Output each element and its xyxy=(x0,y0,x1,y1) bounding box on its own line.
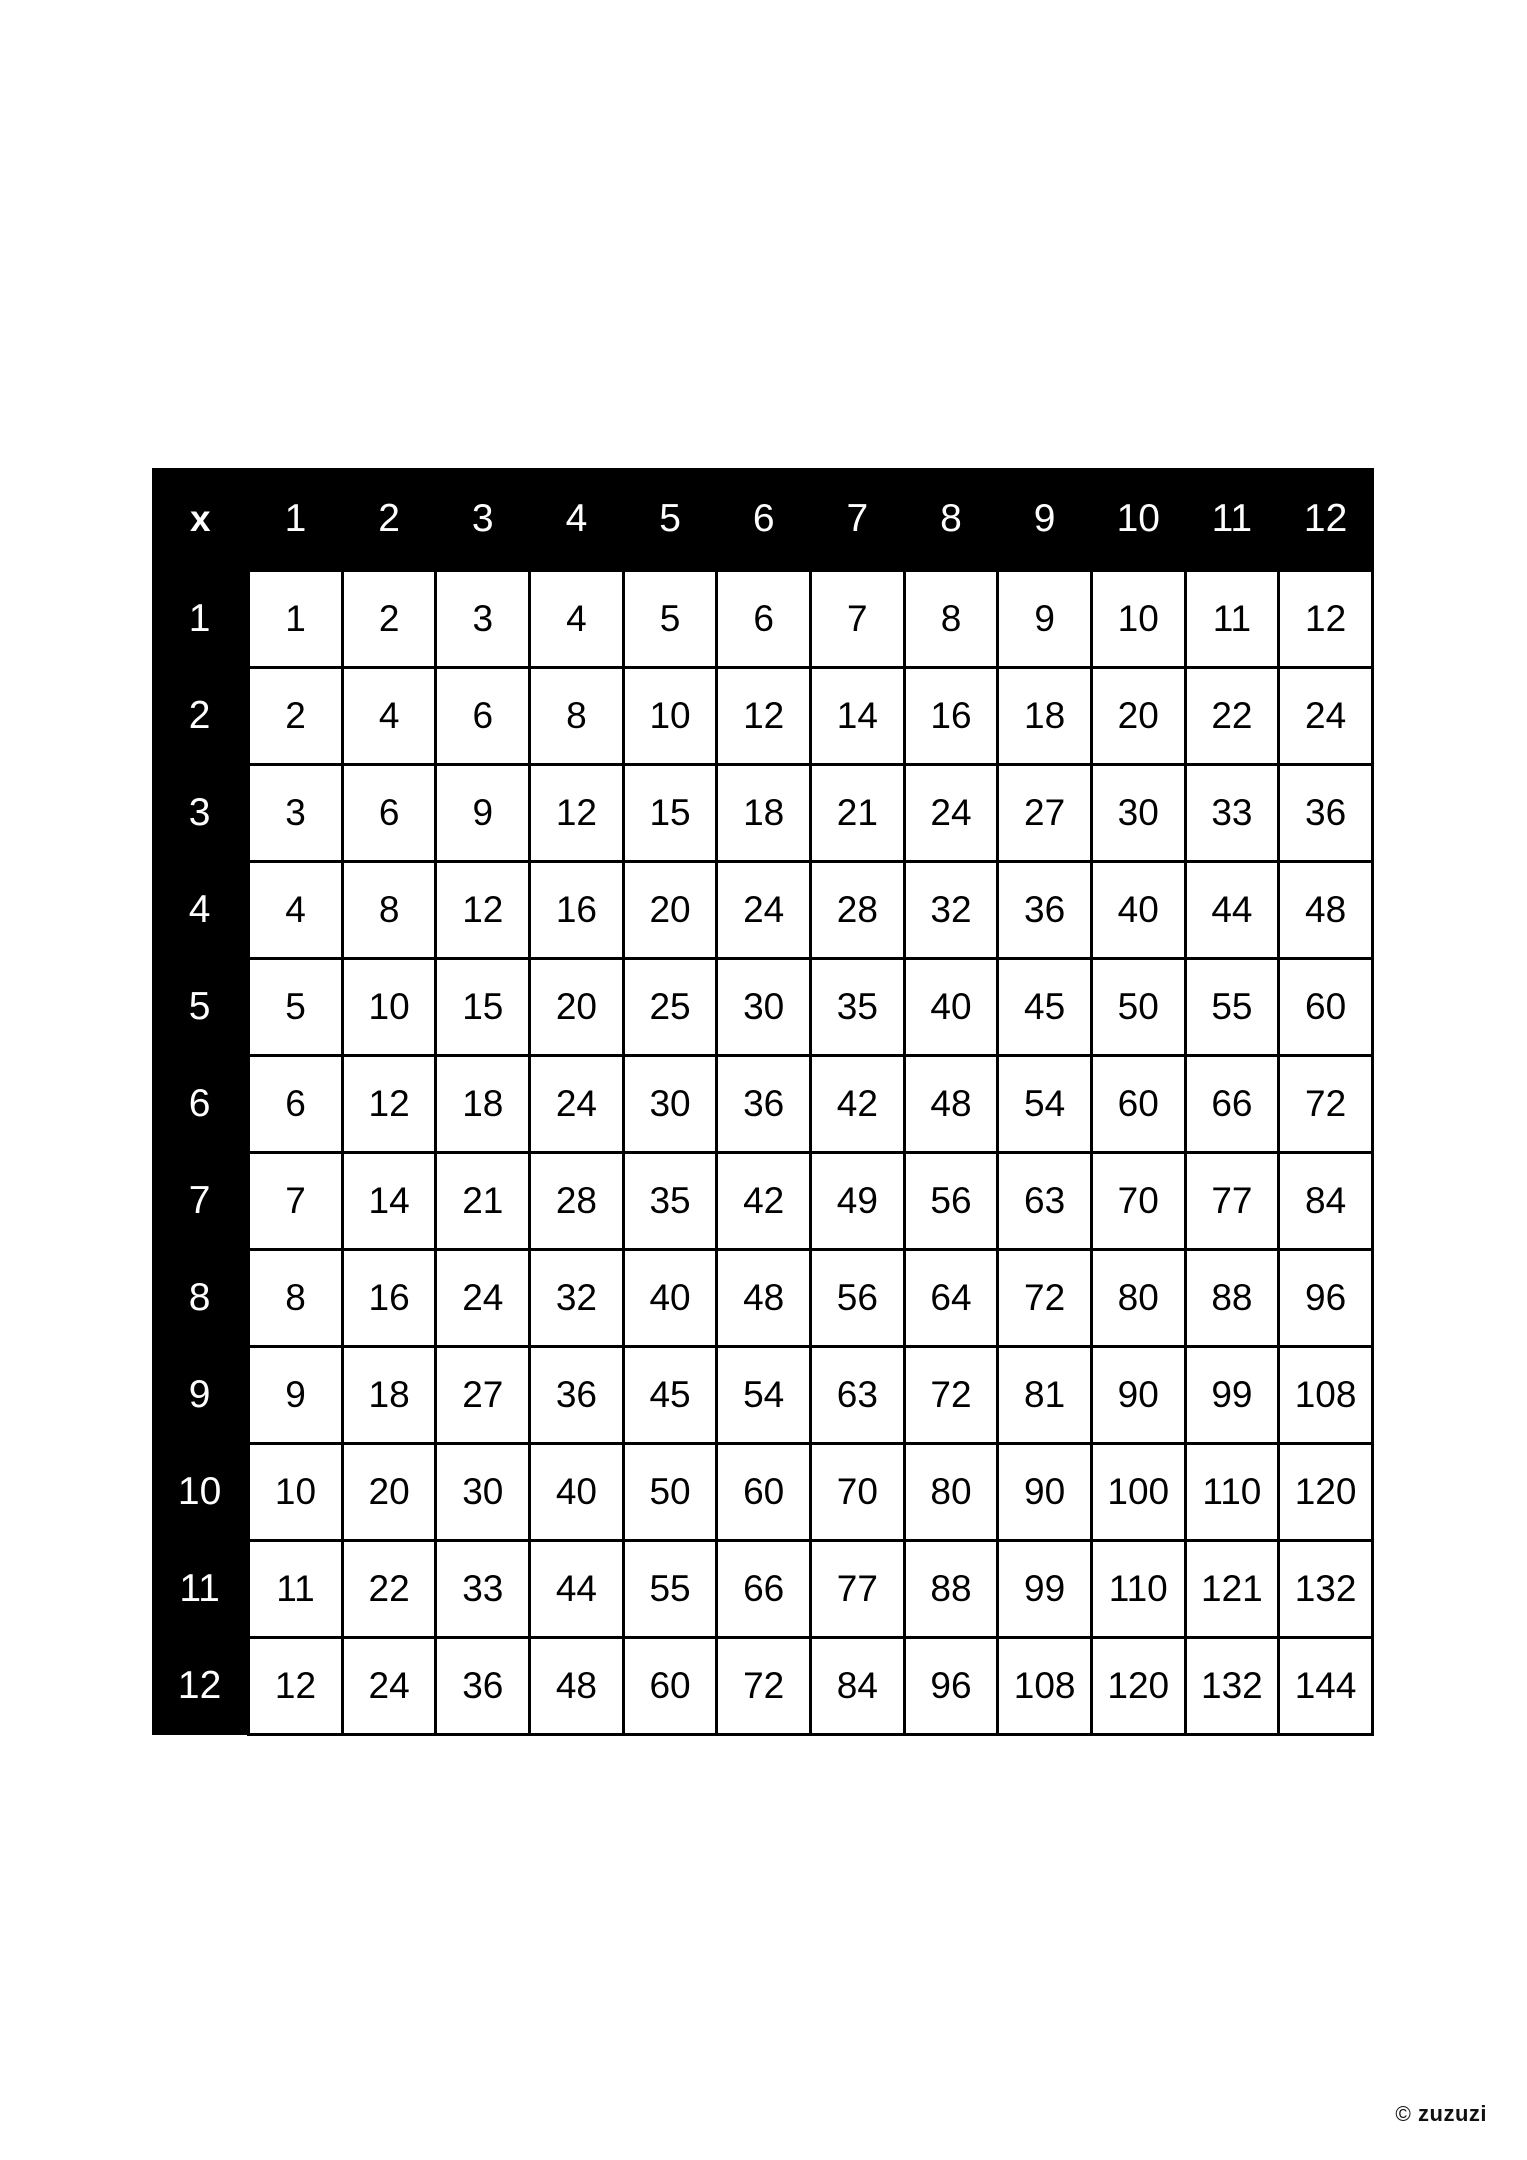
table-cell: 18 xyxy=(342,1347,436,1444)
table-cell: 132 xyxy=(1279,1541,1373,1638)
table-cell: 55 xyxy=(623,1541,717,1638)
table-cell: 18 xyxy=(436,1056,530,1153)
table-cell: 24 xyxy=(717,862,811,959)
table-cell: 48 xyxy=(904,1056,998,1153)
table-cell: 48 xyxy=(1279,862,1373,959)
table-cell: 3 xyxy=(436,571,530,668)
table-cell: 72 xyxy=(1279,1056,1373,1153)
table-cell: 36 xyxy=(530,1347,624,1444)
table-cell: 11 xyxy=(1185,571,1279,668)
table-cell: 12 xyxy=(1279,571,1373,668)
table-cell: 30 xyxy=(717,959,811,1056)
multiplication-table xyxy=(152,468,1374,1736)
table-cell: 4 xyxy=(530,571,624,668)
table-cell: 28 xyxy=(811,862,905,959)
table-cell: 22 xyxy=(1185,668,1279,765)
table-cell: 45 xyxy=(998,959,1092,1056)
table-cell: 2 xyxy=(249,668,343,765)
table-cell: 48 xyxy=(717,1250,811,1347)
table-row xyxy=(152,1638,1373,1735)
table-cell: 18 xyxy=(998,668,1092,765)
table-cell: 14 xyxy=(342,1153,436,1250)
copyright-icon: © xyxy=(1395,2103,1412,2126)
table-cell: 4 xyxy=(249,862,343,959)
table-cell: 100 xyxy=(1091,1444,1185,1541)
table-cell: 44 xyxy=(530,1541,624,1638)
table-cell: 22 xyxy=(342,1541,436,1638)
table-cell: 32 xyxy=(904,862,998,959)
column-header: 5 xyxy=(623,468,717,571)
multiplication-table-container xyxy=(152,468,1374,1707)
table-cell: 9 xyxy=(436,765,530,862)
table-cell: 81 xyxy=(998,1347,1092,1444)
table-cell: 15 xyxy=(436,959,530,1056)
table-cell: 77 xyxy=(1185,1153,1279,1250)
table-cell: 12 xyxy=(717,668,811,765)
table-cell: 60 xyxy=(1091,1056,1185,1153)
table-cell: 12 xyxy=(436,862,530,959)
table-cell: 110 xyxy=(1091,1541,1185,1638)
table-cell: 77 xyxy=(811,1541,905,1638)
column-header: 9 xyxy=(998,468,1092,571)
header-row xyxy=(152,468,1373,571)
table-cell: 49 xyxy=(811,1153,905,1250)
table-cell: 12 xyxy=(342,1056,436,1153)
table-cell: 36 xyxy=(717,1056,811,1153)
table-cell: 72 xyxy=(998,1250,1092,1347)
table-cell: 40 xyxy=(530,1444,624,1541)
table-cell: 15 xyxy=(623,765,717,862)
table-cell: 30 xyxy=(623,1056,717,1153)
table-cell: 120 xyxy=(1279,1444,1373,1541)
table-cell: 108 xyxy=(998,1638,1092,1735)
table-cell: 32 xyxy=(530,1250,624,1347)
table-cell: 110 xyxy=(1185,1444,1279,1541)
table-cell: 6 xyxy=(249,1056,343,1153)
table-cell: 60 xyxy=(623,1638,717,1735)
table-body xyxy=(152,571,1373,1735)
table-cell: 9 xyxy=(249,1347,343,1444)
table-cell: 88 xyxy=(1185,1250,1279,1347)
table-cell: 8 xyxy=(904,571,998,668)
row-header: 10 xyxy=(152,1444,249,1541)
table-cell: 99 xyxy=(998,1541,1092,1638)
table-cell: 90 xyxy=(998,1444,1092,1541)
table-cell: 72 xyxy=(717,1638,811,1735)
table-cell: 10 xyxy=(249,1444,343,1541)
table-cell: 120 xyxy=(1091,1638,1185,1735)
table-cell: 50 xyxy=(1091,959,1185,1056)
column-header: 7 xyxy=(811,468,905,571)
column-header: 6 xyxy=(717,468,811,571)
table-row xyxy=(152,862,1373,959)
row-header: 4 xyxy=(152,862,249,959)
table-cell: 50 xyxy=(623,1444,717,1541)
table-cell: 21 xyxy=(811,765,905,862)
row-header: 7 xyxy=(152,1153,249,1250)
table-row xyxy=(152,765,1373,862)
table-cell: 66 xyxy=(1185,1056,1279,1153)
table-cell: 42 xyxy=(811,1056,905,1153)
table-cell: 55 xyxy=(1185,959,1279,1056)
table-cell: 30 xyxy=(1091,765,1185,862)
table-cell: 20 xyxy=(1091,668,1185,765)
table-cell: 9 xyxy=(998,571,1092,668)
table-cell: 84 xyxy=(811,1638,905,1735)
table-cell: 24 xyxy=(1279,668,1373,765)
row-header: 1 xyxy=(152,571,249,668)
table-cell: 27 xyxy=(998,765,1092,862)
table-cell: 11 xyxy=(249,1541,343,1638)
table-cell: 88 xyxy=(904,1541,998,1638)
table-cell: 6 xyxy=(342,765,436,862)
table-cell: 28 xyxy=(530,1153,624,1250)
table-cell: 45 xyxy=(623,1347,717,1444)
table-cell: 5 xyxy=(249,959,343,1056)
table-cell: 24 xyxy=(530,1056,624,1153)
table-cell: 27 xyxy=(436,1347,530,1444)
column-header: 8 xyxy=(904,468,998,571)
column-header: 11 xyxy=(1185,468,1279,571)
row-header: 8 xyxy=(152,1250,249,1347)
column-header: 12 xyxy=(1279,468,1373,571)
table-cell: 21 xyxy=(436,1153,530,1250)
table-cell: 56 xyxy=(904,1153,998,1250)
table-cell: 84 xyxy=(1279,1153,1373,1250)
table-cell: 4 xyxy=(342,668,436,765)
table-cell: 16 xyxy=(342,1250,436,1347)
row-header: 9 xyxy=(152,1347,249,1444)
table-cell: 24 xyxy=(904,765,998,862)
table-cell: 10 xyxy=(342,959,436,1056)
table-cell: 99 xyxy=(1185,1347,1279,1444)
table-cell: 8 xyxy=(249,1250,343,1347)
table-cell: 3 xyxy=(249,765,343,862)
table-cell: 7 xyxy=(811,571,905,668)
table-cell: 35 xyxy=(623,1153,717,1250)
table-cell: 35 xyxy=(811,959,905,1056)
table-cell: 8 xyxy=(530,668,624,765)
table-cell: 72 xyxy=(904,1347,998,1444)
table-cell: 144 xyxy=(1279,1638,1373,1735)
table-cell: 2 xyxy=(342,571,436,668)
table-cell: 24 xyxy=(342,1638,436,1735)
table-cell: 80 xyxy=(1091,1250,1185,1347)
table-cell: 40 xyxy=(623,1250,717,1347)
table-cell: 8 xyxy=(342,862,436,959)
table-cell: 63 xyxy=(998,1153,1092,1250)
table-cell: 30 xyxy=(436,1444,530,1541)
row-header: 5 xyxy=(152,959,249,1056)
table-row xyxy=(152,668,1373,765)
table-cell: 60 xyxy=(1279,959,1373,1056)
table-row xyxy=(152,959,1373,1056)
table-row xyxy=(152,1444,1373,1541)
table-cell: 36 xyxy=(436,1638,530,1735)
table-cell: 20 xyxy=(342,1444,436,1541)
table-cell: 63 xyxy=(811,1347,905,1444)
table-cell: 108 xyxy=(1279,1347,1373,1444)
table-row xyxy=(152,1347,1373,1444)
table-cell: 42 xyxy=(717,1153,811,1250)
table-cell: 12 xyxy=(249,1638,343,1735)
table-cell: 60 xyxy=(717,1444,811,1541)
table-cell: 18 xyxy=(717,765,811,862)
table-cell: 16 xyxy=(530,862,624,959)
table-cell: 80 xyxy=(904,1444,998,1541)
table-cell: 96 xyxy=(1279,1250,1373,1347)
row-header: 12 xyxy=(152,1638,249,1735)
table-row xyxy=(152,1541,1373,1638)
column-header: 2 xyxy=(342,468,436,571)
table-cell: 14 xyxy=(811,668,905,765)
table-cell: 90 xyxy=(1091,1347,1185,1444)
table-cell: 40 xyxy=(904,959,998,1056)
table-cell: 132 xyxy=(1185,1638,1279,1735)
table-cell: 7 xyxy=(249,1153,343,1250)
column-header: 4 xyxy=(530,468,624,571)
table-cell: 10 xyxy=(623,668,717,765)
table-cell: 6 xyxy=(717,571,811,668)
table-cell: 6 xyxy=(436,668,530,765)
table-cell: 12 xyxy=(530,765,624,862)
table-cell: 44 xyxy=(1185,862,1279,959)
table-cell: 66 xyxy=(717,1541,811,1638)
table-cell: 20 xyxy=(530,959,624,1056)
row-header: 11 xyxy=(152,1541,249,1638)
table-cell: 10 xyxy=(1091,571,1185,668)
copyright-credit xyxy=(1395,2101,1487,2127)
table-header xyxy=(152,468,1373,571)
row-header: 6 xyxy=(152,1056,249,1153)
table-cell: 36 xyxy=(1279,765,1373,862)
table-cell: 54 xyxy=(717,1347,811,1444)
column-header: 1 xyxy=(249,468,343,571)
copyright-owner: zuzuzi xyxy=(1418,2101,1487,2126)
table-cell: 64 xyxy=(904,1250,998,1347)
table-cell: 20 xyxy=(623,862,717,959)
table-cell: 1 xyxy=(249,571,343,668)
column-header: 10 xyxy=(1091,468,1185,571)
table-cell: 33 xyxy=(436,1541,530,1638)
table-cell: 70 xyxy=(1091,1153,1185,1250)
table-row xyxy=(152,1153,1373,1250)
table-corner-label: x xyxy=(152,468,249,571)
table-cell: 54 xyxy=(998,1056,1092,1153)
table-cell: 56 xyxy=(811,1250,905,1347)
table-row xyxy=(152,1250,1373,1347)
table-cell: 16 xyxy=(904,668,998,765)
table-cell: 70 xyxy=(811,1444,905,1541)
table-cell: 24 xyxy=(436,1250,530,1347)
row-header: 3 xyxy=(152,765,249,862)
table-cell: 5 xyxy=(623,571,717,668)
table-cell: 96 xyxy=(904,1638,998,1735)
row-header: 2 xyxy=(152,668,249,765)
table-cell: 33 xyxy=(1185,765,1279,862)
table-row xyxy=(152,571,1373,668)
table-cell: 48 xyxy=(530,1638,624,1735)
table-cell: 25 xyxy=(623,959,717,1056)
table-cell: 40 xyxy=(1091,862,1185,959)
table-row xyxy=(152,1056,1373,1153)
table-cell: 121 xyxy=(1185,1541,1279,1638)
table-cell: 36 xyxy=(998,862,1092,959)
column-header: 3 xyxy=(436,468,530,571)
